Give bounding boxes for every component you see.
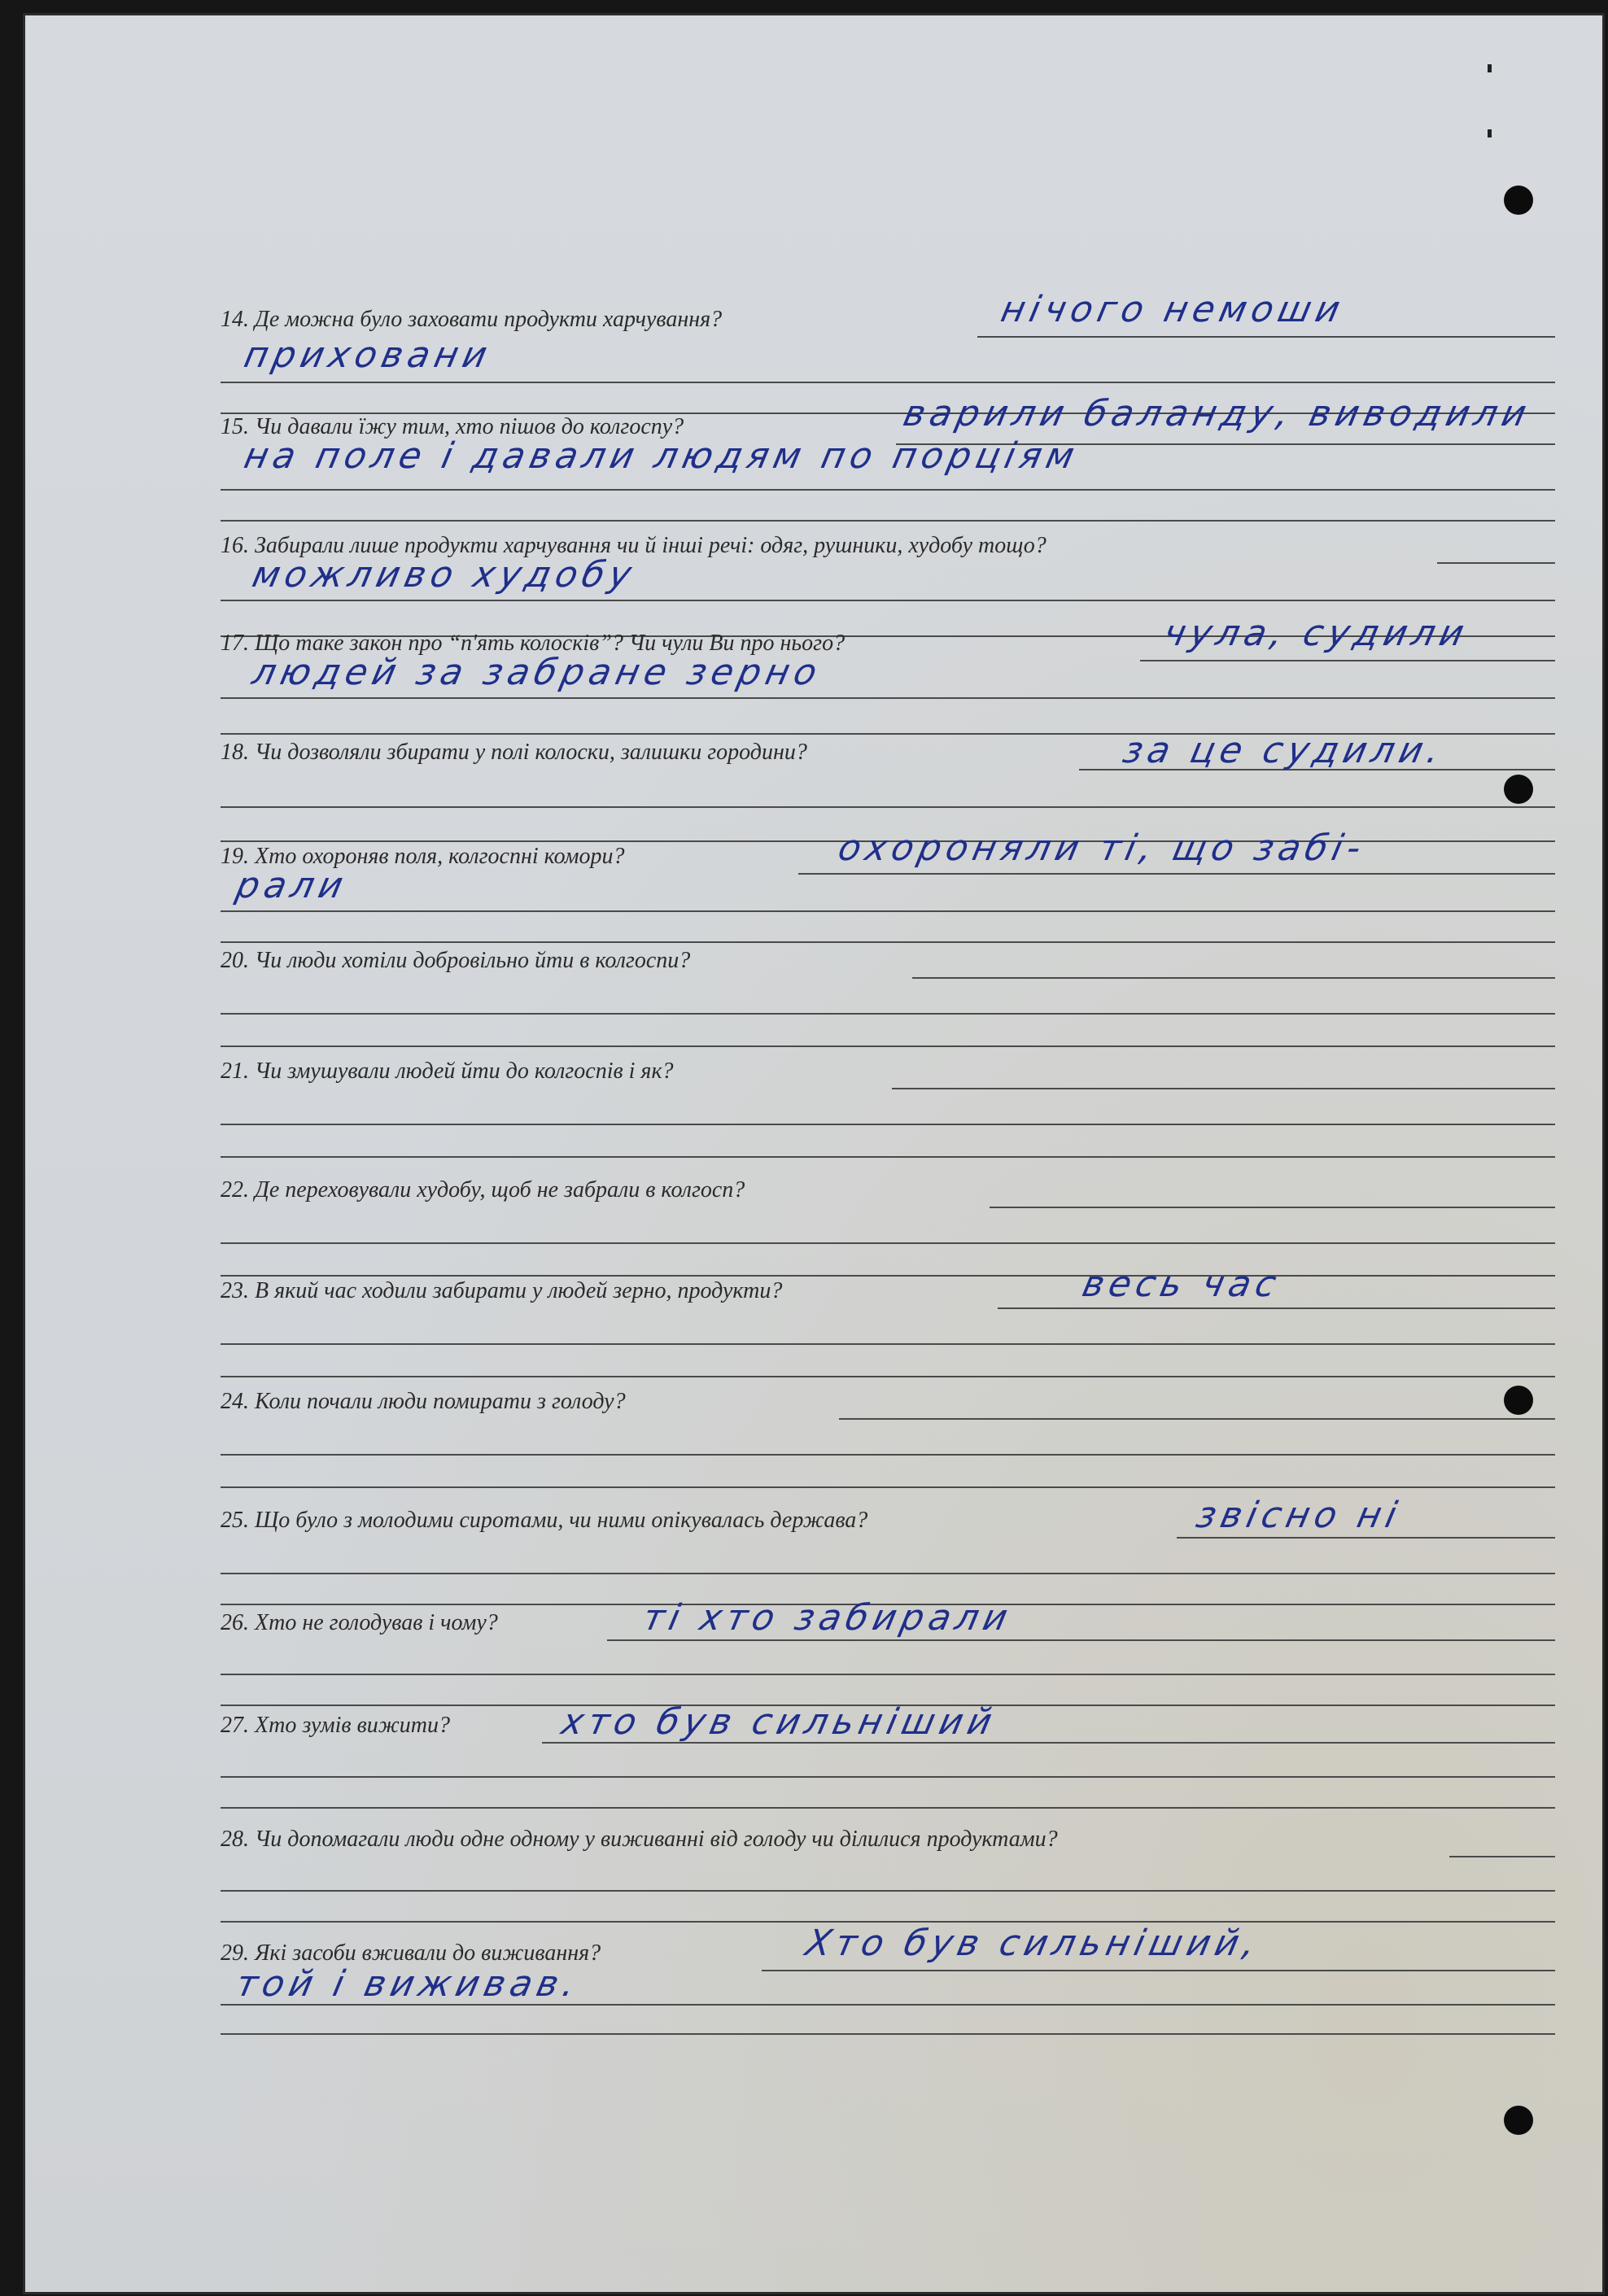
question-text: 28. Чи допомагали люди одне одному у виживанні від голоду чи ділилися продуктами? [221,1827,1058,1852]
mark [1488,64,1492,72]
question-text: 21. Чи змушували людей йти до колгоспів і як? [221,1059,674,1084]
question-text: 15. Чи давали їжу тим, хто пішов до колгоспу? [221,414,684,439]
question-text: 14. Де можна було заховати продукти харчування? [221,307,723,332]
question-21 [221,1059,1555,1181]
question-text: 26. Хто не голодував і чому? [221,1610,498,1635]
question-text: 25. Що було з молодими сиротами, чи ними опікувалась держава? [221,1508,868,1533]
question-23 [221,1264,1555,1400]
question-text: 19. Хто охороняв поля, колгоспні комори? [221,844,625,869]
question-text: 29. Які засоби вживали до виживання? [221,1940,601,1966]
punch-hole [1504,2106,1533,2135]
question-29 [221,1923,1555,2062]
answer-line-1: весь час [1078,1264,1285,1305]
question-text: 17. Що таке закон про “п'ять колосків”? Чи чули Ви про нього? [221,631,846,656]
answer-line-2: людей за забране зерно [248,652,826,693]
question-24 [221,1389,1555,1511]
question-text: 27. Хто зумів вижити? [221,1713,451,1738]
punch-hole [1504,186,1533,215]
answer-line-1: нічого немоши [997,289,1349,330]
answer-line-1: варили баланду, виводили [899,393,1536,434]
answer-line-2: на поле і давали людям по порціям [240,435,1083,477]
answer-line-1: за це судили. [1119,730,1449,771]
question-text: 18. Чи дозволяли збирати у полі колоски, залишки городини? [221,740,807,765]
answer-line-1: ті хто забирали [639,1597,1016,1639]
question-20 [221,948,1555,1070]
questionnaire-page [23,13,1605,2294]
question-text: 20. Чи люди хотіли добровільно йти в колгоспи? [221,948,691,973]
question-27 [221,1701,1555,1835]
answer-line-1: чула, судили [1160,613,1473,654]
question-text: 22. Де переховували худобу, щоб не забрали в колгосп? [221,1177,745,1203]
question-text: 24. Коли почали люди помирати з голоду? [221,1389,626,1414]
mark [1488,129,1492,137]
answer-line-1: звісно ні [1192,1495,1405,1536]
answer-line-1: Хто був сильніший, [802,1923,1265,1964]
answer-line-2: можливо худобу [248,554,640,596]
question-text: 23. В який час ходили забирати у людей зерно, продукти? [221,1278,783,1303]
answer-line-1: хто був сильніший [557,1701,1001,1743]
question-15 [221,393,1555,536]
answer-line-2: рали [232,865,352,906]
answer-line-1: охороняли ті, що забі- [834,827,1370,869]
answer-line-2: приховани [240,334,496,376]
question-text: 16. Забирали лише продукти харчування чи й інші речі: одяг, рушники, худобу тощо? [221,533,1047,558]
answer-line-2: той і виживав. [232,1963,584,2005]
